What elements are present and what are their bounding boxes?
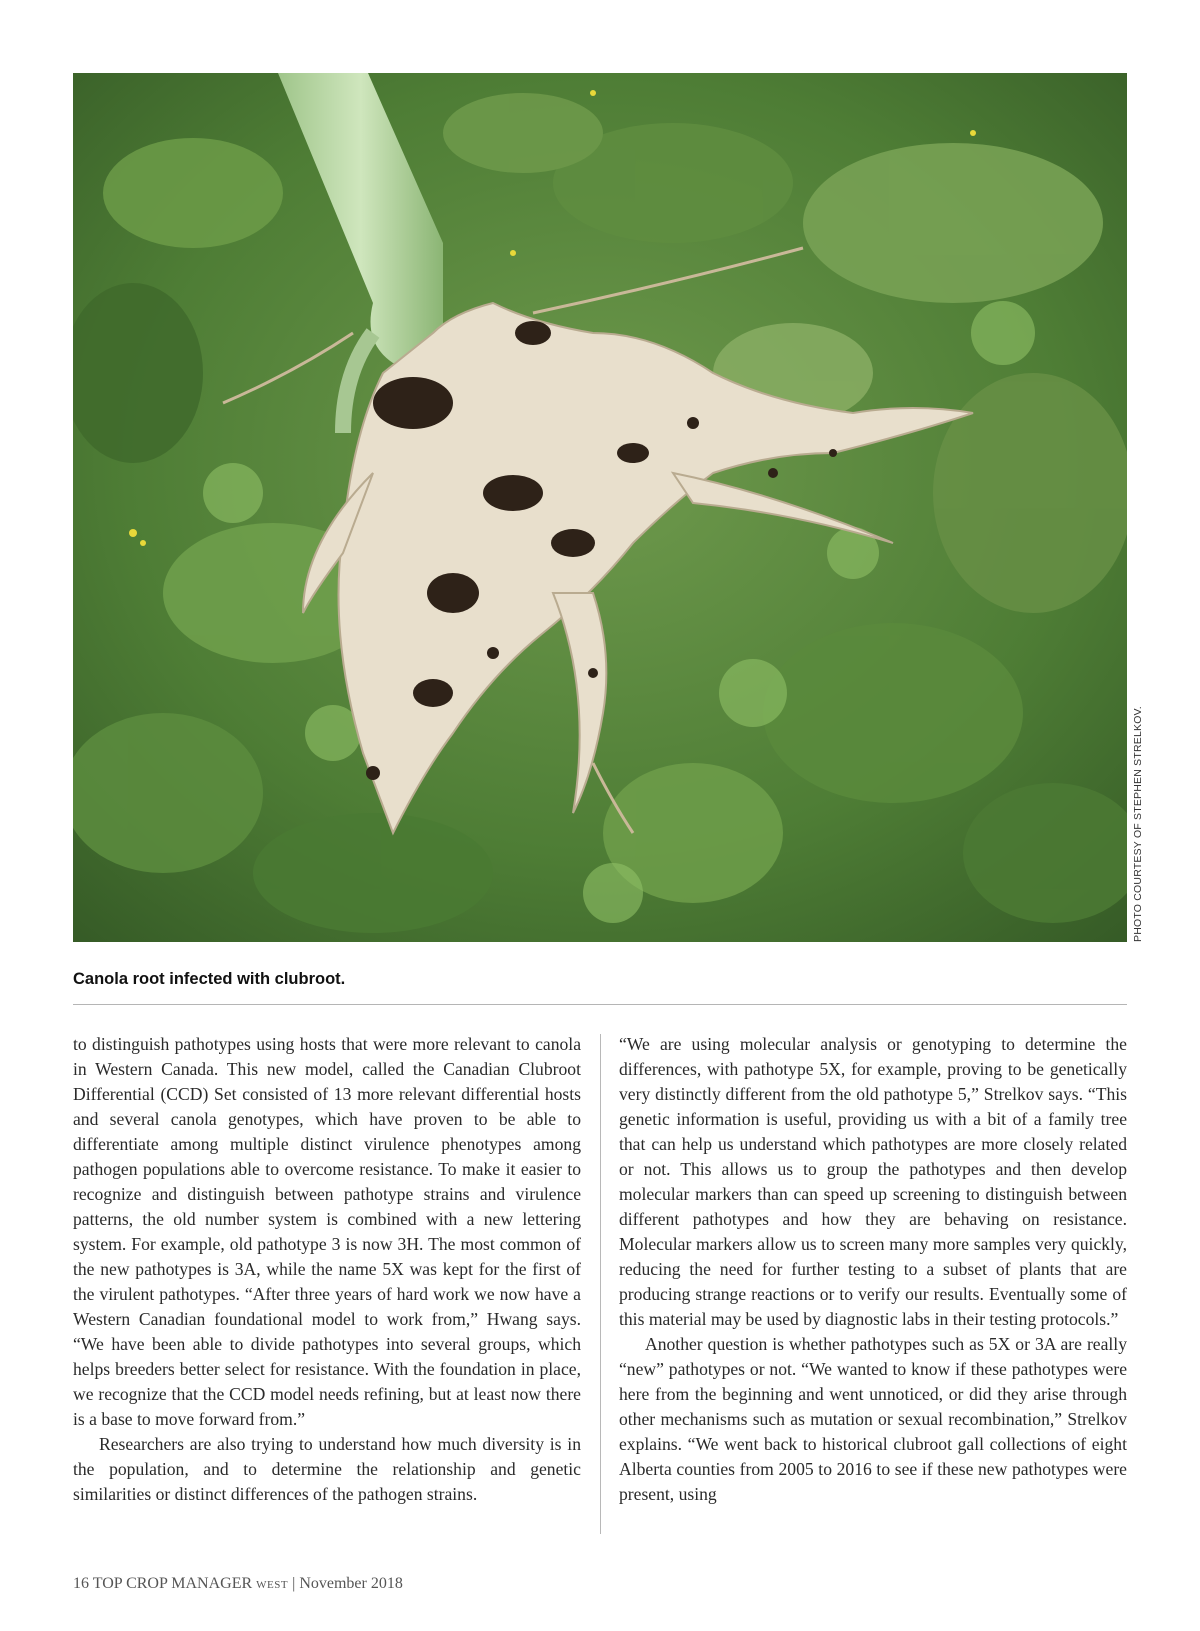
paragraph: to distinguish pathotypes using hosts that were more relevant to canola in Western Canada. This new model, called the Canadian Clubroot Differential (CCD) Set consisted of 13 more relevant differential hosts and several canola genotypes, which have proven to be able to differentiate among multiple distinct virulence phenotypes among pathogen populations able to overcome resistance. To make it easier to recognize and distinguish between pathotype strains and virulence patterns, the old number system is combined with a new lettering system. For example, old pathotype 3 is now 3H. The most common of the new pathotypes is 3A, while the name 5X was kept for the first of the virulent pathotypes. “After three years of hard work we now have a Western Canadian foundational model to work from,” Hwang says. “We have been able to divide pathotypes into several groups, which helps breeders better select for resistance. With the foundation in place, we recognize that the CCD model needs refining, but at least now there is a base to move forward from.” [73, 1034, 581, 1429]
publication-name: TOP CROP MANAGER [92, 1575, 253, 1592]
article-photo [73, 73, 1127, 942]
page-footer [73, 1575, 403, 1593]
photo-canola-root-icon [73, 73, 1127, 942]
paragraph: “We are using molecular analysis or genotyping to determine the differences, with pathotype 5X, for example, proving to be genetically very distinctly different from the old pathotype 5,” Strelkov says. “This genetic information is useful, providing us with a bit of a family tree that can help us understand which pathotypes are more closely related or not. This allows us to group the pathotypes and then develop molecular markers than can speed up screening to distinguish between different pathotypes and how they are behaving on resistance. Molecular markers allow us to screen many more samples very quickly, reducing the need for further testing to a subset of plants that are producing strange reactions or to verify our results. Eventually some of this material may be used by diagnostic labs in their testing protocols.” [619, 1034, 1127, 1329]
issue-date: November 2018 [299, 1575, 403, 1592]
footer-separator: | [292, 1575, 296, 1592]
photo-caption: Canola root infected with clubroot. [73, 970, 346, 988]
paragraph: Another question is whether pathotypes such as 5X or 3A are really “new” pathotypes or not. “We wanted to know if these pathotypes were here from the beginning and went unnoticed, or did they arise through other mechanisms such as mutation or sexual recombination,” Strelkov explains. “We went back to historical clubroot gall collections of eight Alberta counties from 2005 to 2016 to see if these new pathotypes were present, using [619, 1334, 1127, 1504]
article-column-left [73, 1032, 581, 1507]
publication-edition: WEST [256, 1579, 289, 1591]
article-column-right [619, 1032, 1127, 1507]
paragraph: Researchers are also trying to understand how much diversity is in the population, and to determine the relationship and genetic similarities or distinct differences of the pathogen strains. [73, 1434, 581, 1504]
caption-divider [73, 1004, 1127, 1005]
photo-credit: PHOTO COURTESY OF STEPHEN STRELKOV. [1132, 706, 1144, 942]
page-number: 16 [73, 1575, 89, 1592]
column-divider [600, 1034, 601, 1534]
